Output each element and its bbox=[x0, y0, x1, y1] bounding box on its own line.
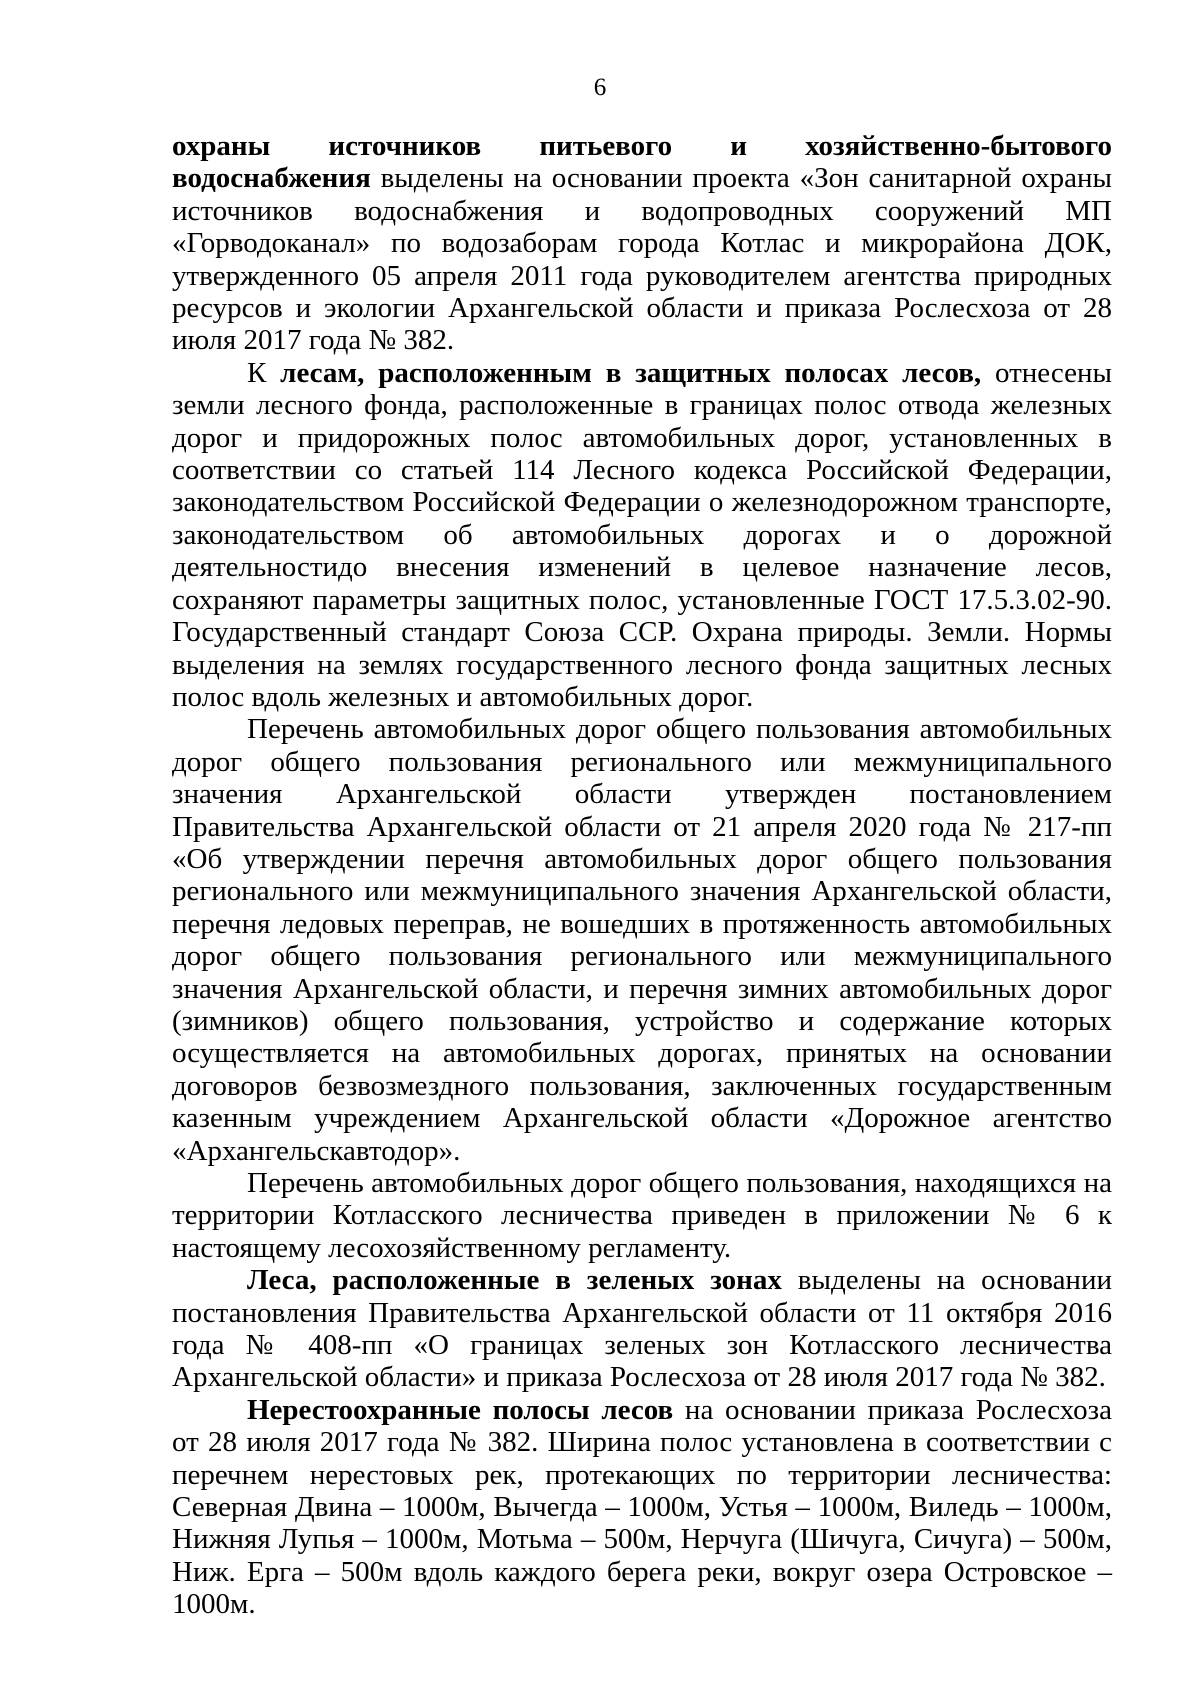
paragraph-road-appendix bbox=[172, 1167, 1112, 1264]
paragraph-text: выделены на основании постановления Правительства Архангельской области от 11 октября 2016 года № 408-пп «О границах зеленых зон Котласского лесничества Архангельской области» и приказа Рослесхоза от 28 июля 2017 года № 382. bbox=[172, 1264, 1112, 1394]
paragraph-green-zones bbox=[172, 1264, 1112, 1394]
document-body bbox=[172, 130, 1112, 1621]
bold-term: лесам, расположенным в защитных полосах лесов, bbox=[280, 356, 982, 389]
paragraph-text: на основании приказа Рослесхоза от 28 июля 2017 года № 382. Ширина полос установлена в соответствии с перечнем нерестовых рек, протекающих по территории лесничества: Северная Двина – 1000м, Вычегда – 1000м, Устья – 1000м, Виледь – 1000м, Нижняя Лупья – 1000м, Мотьма – 500м, Нерчуга (Шичуга, Сичуга) – 500м, Ниж. Ерга – 500м вдоль каждого берега реки, вокруг озера Островское – 1000м. bbox=[172, 1393, 1112, 1621]
paragraph-protective-strips bbox=[172, 357, 1112, 713]
paragraph-water-protection bbox=[172, 130, 1112, 357]
paragraph-spawning-strips bbox=[172, 1394, 1112, 1621]
bold-term: Леса, расположенные в зеленых зонах bbox=[247, 1264, 782, 1297]
paragraph-road-list bbox=[172, 713, 1112, 1167]
paragraph-text: Перечень автомобильных дорог общего пользования, находящихся на территории Котласского лесничества приведен в приложении № 6 к настоящему лесохозяйственному регламенту. bbox=[172, 1167, 1112, 1264]
paragraph-text: отнесены земли лесного фонда, расположенные в границах полос отвода железных дорог и придорожных полос автомобильных дорог, установленных в соответствии со статьей 114 Лесного кодекса Российской Федерации, законодательством Российской Федерации о железнодорожном транспорте, законодательством об автомобильных дорогах и о дорожной деятельностидо внесения изменений в целевое назначение лесов, сохраняют параметры защитных полос, установленные ГОСТ 17.5.3.02-90. Государственный стандарт Союза ССР. Охрана природы. Земли. Нормы выделения на землях государственного лесного фонда защитных лесных полос вдоль железных и автомобильных дорог. bbox=[172, 356, 1112, 713]
bold-term: охраны источников питьевого и хозяйственно-бытового водоснабжения bbox=[172, 130, 1112, 195]
page-number: 6 bbox=[593, 74, 607, 101]
paragraph-prefix: К bbox=[247, 356, 281, 389]
bold-term: Нерестоохранные полосы лесов bbox=[247, 1393, 674, 1426]
paragraph-text: Перечень автомобильных дорог общего пользования автомобильных дорог общего пользования регионального или межмуниципального значения Архангельской области утвержден постановлением Правительства Архангельской области от 21 апреля 2020 года № 217-пп «Об утверждении перечня автомобильных дорог общего пользования регионального или межмуниципального значения Архангельской области, перечня ледовых переправ, не вошедших в протяженность автомобильных дорог общего пользования регионального или межмуниципального значения Архангельской области, и перечня зимних автомобильных дорог (зимников) общего пользования, устройство и содержание которых осуществляется на автомобильных дорогах, принятых на основании договоров безвозмездного пользования, заключенных государственным казенным учреждением Архангельской области «Дорожное агентство «Архангельскавтодор». bbox=[172, 713, 1112, 1167]
paragraph-text: выделены на основании проекта «Зон санитарной охраны источников водоснабжения и водопроводных сооружений МП «Горводоканал» по водозаборам города Котлас и микрорайона ДОК, утвержденного 05 апреля 2011 года руководителем агентства природных ресурсов и экологии Архангельской области и приказа Рослесхоза от 28 июля 2017 года № 382. bbox=[172, 162, 1112, 357]
